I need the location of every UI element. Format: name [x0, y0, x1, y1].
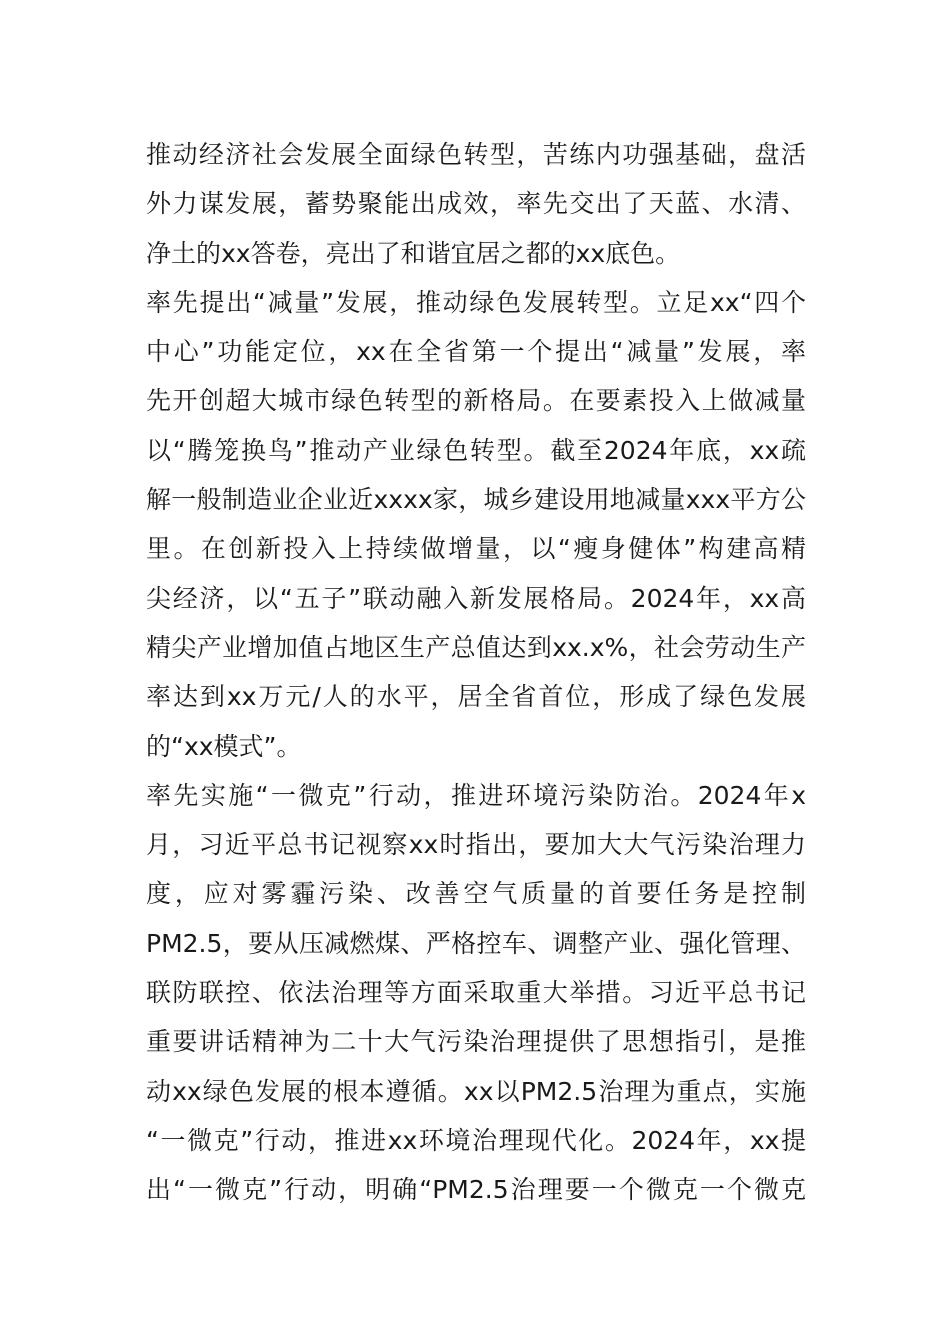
text-line: 月，习近平总书记视察xx时指出，要加大大气污染治理力 [146, 830, 806, 860]
text-line: 出“一微克”行动，明确“PM2.5治理要一个微克一个微克 [146, 1175, 806, 1205]
text-line: “一微克”行动，推进xx环境治理现代化。2024年，xx提 [146, 1125, 806, 1155]
text-line: PM2.5，要从压减燃煤、严格控车、调整产业、强化管理、 [146, 928, 806, 958]
paragraph-1 [146, 130, 806, 278]
text-line: 率达到xx万元/人的水平，居全省首位，形成了绿色发展 [146, 682, 806, 712]
text-line: 精尖产业增加值占地区生产总值达到xx.x%，社会劳动生产 [146, 632, 806, 662]
text-line: 先开创超大城市绿色转型的新格局。在要素投入上做减量 [146, 386, 806, 416]
text-line: 重要讲话精神为二十大气污染治理提供了思想指引，是推 [146, 1027, 806, 1057]
document-body [146, 130, 806, 1215]
text-line: 的“xx模式”。 [146, 731, 302, 761]
text-line: 联防联控、依法治理等方面采取重大举措。习近平总书记 [146, 978, 806, 1008]
text-line: 中心”功能定位，xx在全省第一个提出“减量”发展，率 [146, 337, 806, 367]
text-line: 动xx绿色发展的根本遵循。xx以PM2.5治理为重点，实施 [146, 1076, 806, 1106]
text-line: 尖经济，以“五子”联动融入新发展格局。2024年，xx高 [146, 583, 806, 613]
text-line: 率先提出“减量”发展，推动绿色发展转型。立足xx“四个 [146, 287, 806, 317]
text-line: 解一般制造业企业近xxxx家，城乡建设用地减量xxx平方公 [146, 485, 806, 515]
text-line: 推动经济社会发展全面绿色转型，苦练内功强基础，盘活 [146, 140, 806, 169]
text-line: 度，应对雾霾污染、改善空气质量的首要任务是控制 [146, 879, 806, 909]
text-line: 率先实施“一微克”行动，推进环境污染防治。2024年x [146, 780, 806, 810]
text-line: 里。在创新投入上持续做增量，以“瘦身健体”构建高精 [146, 534, 806, 564]
paragraph-3 [146, 771, 806, 1215]
text-line: 外力谋发展，蓄势聚能出成效，率先交出了天蓝、水清、 [146, 189, 806, 219]
paragraph-2 [146, 278, 806, 771]
text-line: 以“腾笼换鸟”推动产业绿色转型。截至2024年底，xx疏 [146, 435, 806, 465]
text-line: 净土的xx答卷，亮出了和谐宜居之都的xx底色。 [146, 238, 681, 268]
